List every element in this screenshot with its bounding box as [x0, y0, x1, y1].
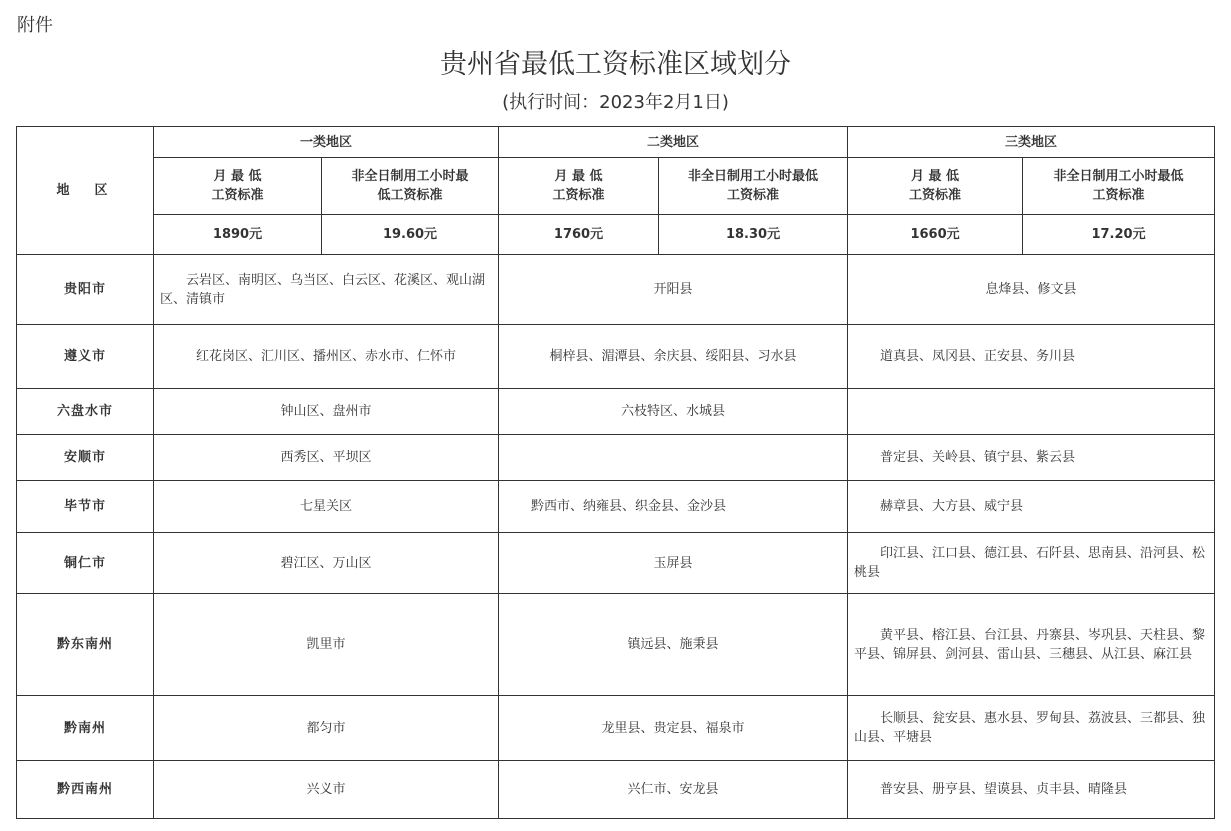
c2-hourly-header: 非全日制用工小时最低 工资标准 [659, 158, 848, 215]
table-row [17, 594, 1215, 696]
c1-monthly-header: 月 最 低 工资标准 [154, 158, 322, 215]
class3-districts: 普定县、关岭县、镇宁县、紫云县 [848, 435, 1215, 481]
class3-districts: 赫章县、大方县、威宁县 [848, 481, 1215, 533]
city-name: 毕节市 [17, 481, 154, 533]
city-name: 黔东南州 [17, 594, 154, 696]
c3-monthly-value: 1660元 [848, 215, 1023, 255]
c1-monthly-value: 1890元 [154, 215, 322, 255]
wage-values-row [17, 215, 1215, 255]
class1-districts: 七星关区 [154, 481, 499, 533]
table-row [17, 325, 1215, 389]
city-name: 铜仁市 [17, 533, 154, 594]
table-row [17, 435, 1215, 481]
class1-districts: 碧江区、万山区 [154, 533, 499, 594]
class3-districts: 印江县、江口县、德江县、石阡县、思南县、沿河县、松桃县 [848, 533, 1215, 594]
class2-header: 二类地区 [499, 127, 848, 158]
wage-standard-table [16, 126, 1215, 819]
city-name: 黔南州 [17, 696, 154, 761]
class1-districts: 云岩区、南明区、乌当区、白云区、花溪区、观山湖区、清镇市 [154, 255, 499, 325]
area-header: 地 区 [17, 127, 154, 255]
c2-monthly-value: 1760元 [499, 215, 659, 255]
class2-districts: 兴仁市、安龙县 [499, 761, 848, 819]
c3-hourly-value: 17.20元 [1023, 215, 1215, 255]
class1-header: 一类地区 [154, 127, 499, 158]
page-subtitle: (执行时间：2023年2月1日) [502, 92, 729, 113]
class3-districts: 普安县、册亨县、望谟县、贞丰县、晴隆县 [848, 761, 1215, 819]
city-name: 贵阳市 [17, 255, 154, 325]
city-name: 安顺市 [17, 435, 154, 481]
class3-districts: 长顺县、瓮安县、惠水县、罗甸县、荔波县、三都县、独山县、平塘县 [848, 696, 1215, 761]
standard-header-row [17, 158, 1215, 215]
class1-districts: 都匀市 [154, 696, 499, 761]
table-row [17, 761, 1215, 819]
class1-districts: 兴义市 [154, 761, 499, 819]
c3-hourly-header: 非全日制用工小时最低 工资标准 [1023, 158, 1215, 215]
class3-districts [848, 389, 1215, 435]
city-name: 黔西南州 [17, 761, 154, 819]
class2-districts [499, 435, 848, 481]
class-header-row [17, 127, 1215, 158]
table-row [17, 696, 1215, 761]
class3-districts: 息烽县、修文县 [848, 255, 1215, 325]
class1-districts: 红花岗区、汇川区、播州区、赤水市、仁怀市 [154, 325, 499, 389]
table-row [17, 481, 1215, 533]
c3-monthly-header: 月 最 低 工资标准 [848, 158, 1023, 215]
class2-districts: 黔西市、纳雍县、织金县、金沙县 [499, 481, 848, 533]
table-row [17, 389, 1215, 435]
c1-hourly-value: 19.60元 [322, 215, 499, 255]
city-name: 遵义市 [17, 325, 154, 389]
class2-districts: 龙里县、贵定县、福泉市 [499, 696, 848, 761]
class1-districts: 西秀区、平坝区 [154, 435, 499, 481]
class3-districts: 黄平县、榕江县、台江县、丹寨县、岑巩县、天柱县、黎平县、锦屏县、剑河县、雷山县、三穗县、从江县、麻江县 [848, 594, 1215, 696]
attachment-label: 附件 [17, 15, 53, 36]
class2-districts: 桐梓县、湄潭县、余庆县、绥阳县、习水县 [499, 325, 848, 389]
class2-districts: 开阳县 [499, 255, 848, 325]
table-row [17, 533, 1215, 594]
class2-districts: 六枝特区、水城县 [499, 389, 848, 435]
class3-districts: 道真县、凤冈县、正安县、务川县 [848, 325, 1215, 389]
class3-header: 三类地区 [848, 127, 1215, 158]
c1-hourly-header: 非全日制用工小时最 低工资标准 [322, 158, 499, 215]
c2-hourly-value: 18.30元 [659, 215, 848, 255]
class1-districts: 凯里市 [154, 594, 499, 696]
class2-districts: 镇远县、施秉县 [499, 594, 848, 696]
c2-monthly-header: 月 最 低 工资标准 [499, 158, 659, 215]
city-name: 六盘水市 [17, 389, 154, 435]
class1-districts: 钟山区、盘州市 [154, 389, 499, 435]
table-row [17, 255, 1215, 325]
class2-districts: 玉屏县 [499, 533, 848, 594]
page-title: 贵州省最低工资标准区域划分 [440, 49, 791, 80]
